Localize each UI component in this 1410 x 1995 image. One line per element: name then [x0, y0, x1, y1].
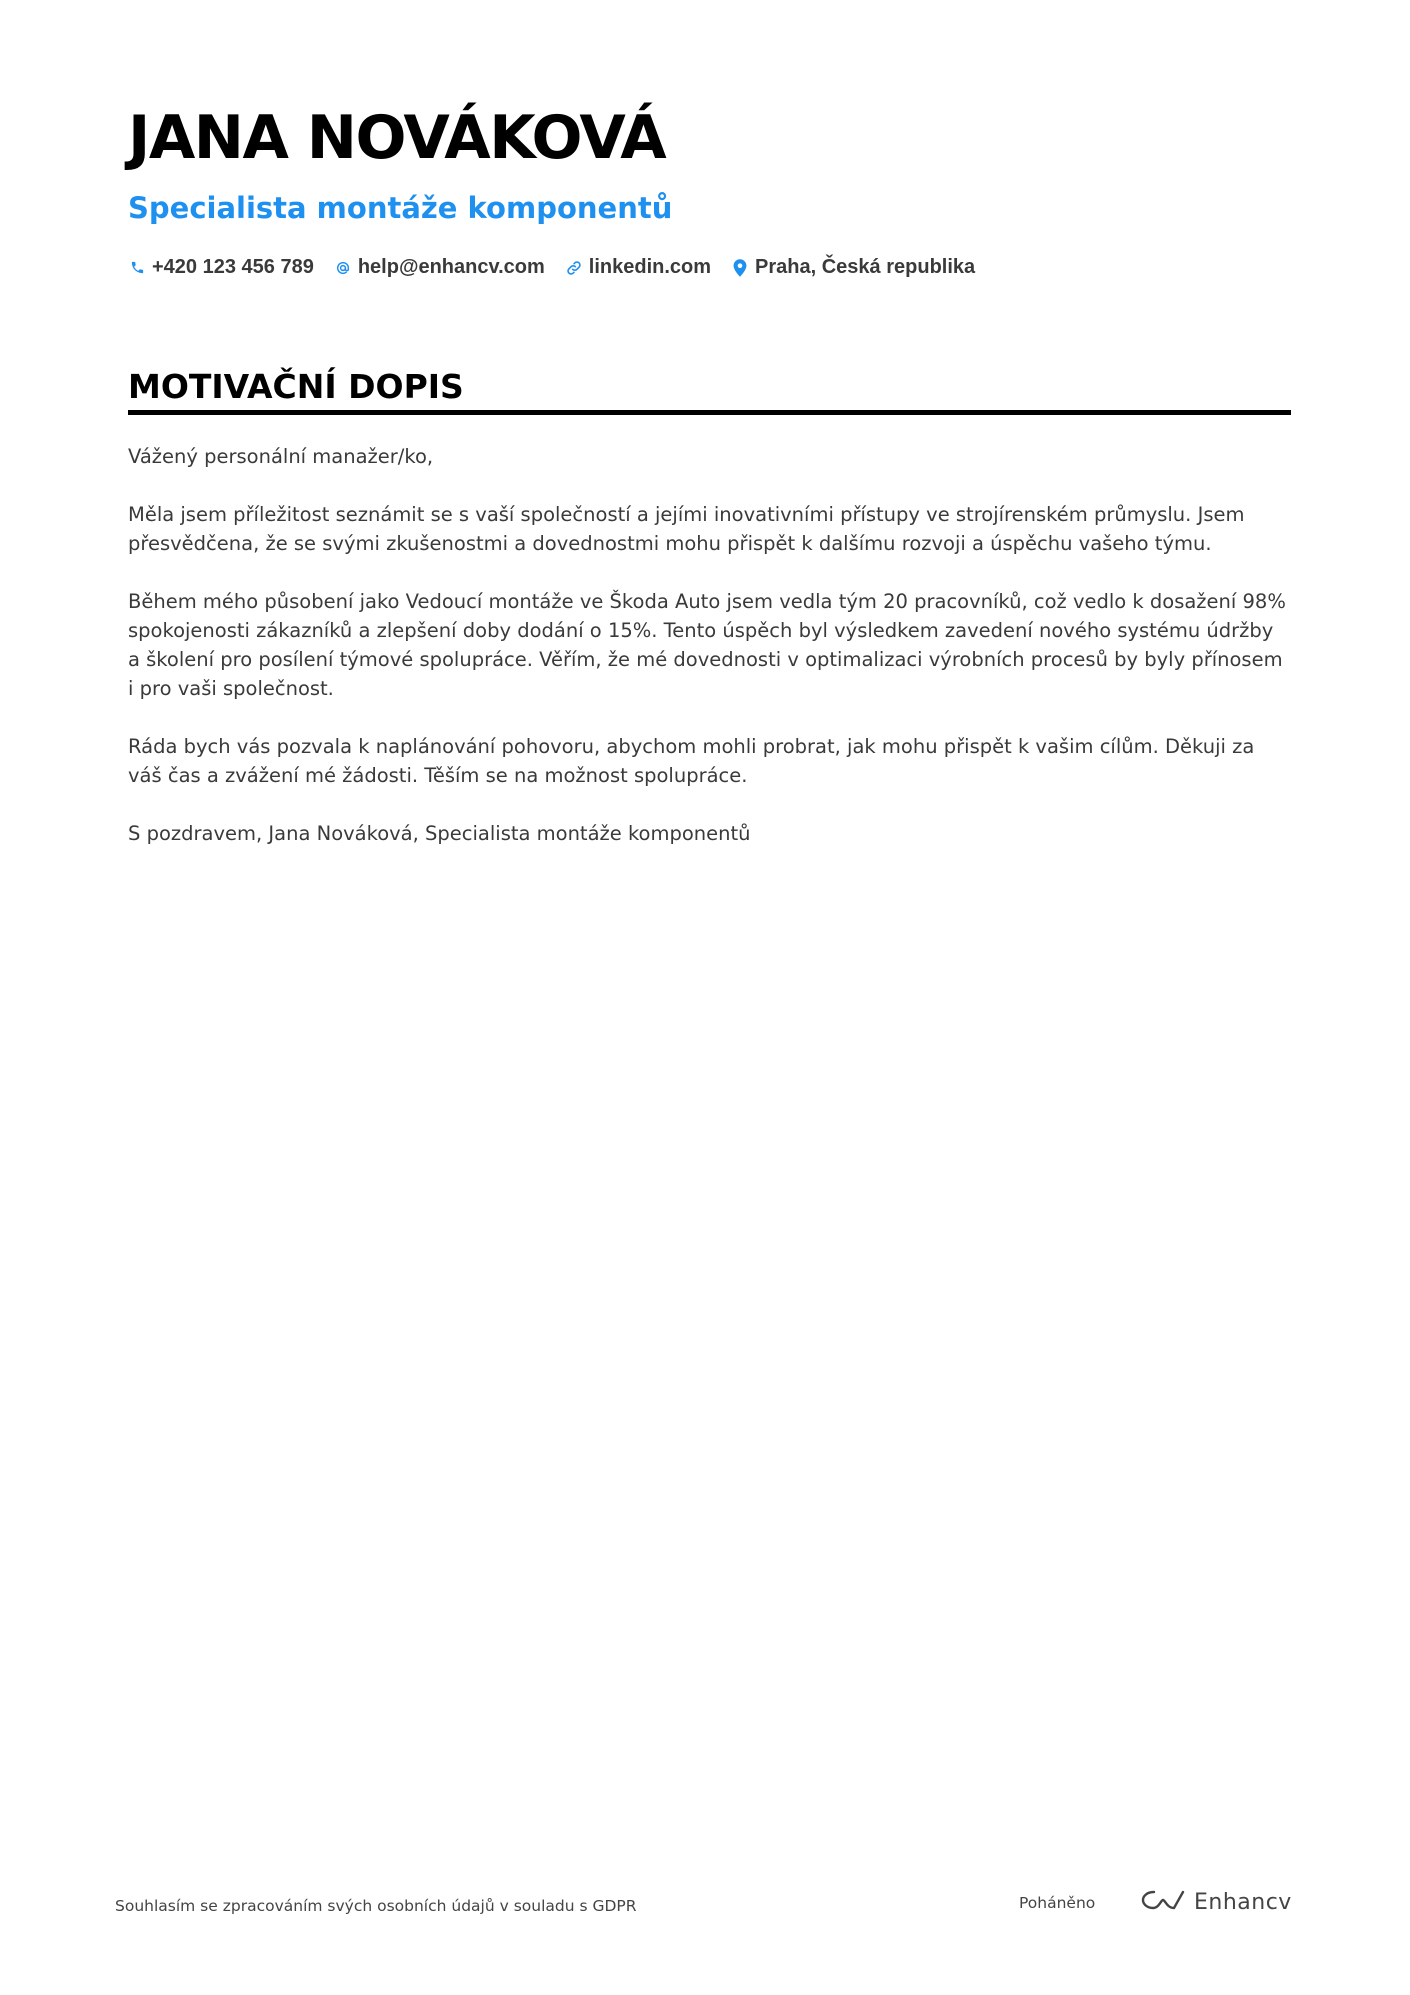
enhancv-logo-icon — [1140, 1888, 1186, 1917]
candidate-name: JANA NOVÁKOVÁ — [128, 103, 666, 173]
contact-bar — [128, 256, 995, 279]
job-title: Specialista montáže komponentů — [128, 191, 673, 225]
location-text: Praha, Česká republika — [755, 256, 976, 278]
letter-paragraph: Měla jsem příležitost seznámit se s vaší společností a jejími inovativními přístupy ve strojírenském průmyslu. Jsem přesvědčena, že se svými zkušenostmi a dovednostmi mohu přispět k dalšímu rozvoji a úspěchu vašeho týmu. — [128, 503, 1245, 555]
link-icon — [565, 259, 583, 277]
section-divider — [128, 410, 1291, 415]
location-icon — [731, 259, 749, 277]
powered-by-label: Poháněno — [1019, 1894, 1096, 1912]
at-icon — [334, 259, 352, 277]
salutation: Vážený personální manažer/ko, — [128, 445, 434, 468]
contact-linkedin[interactable] — [565, 256, 711, 279]
letter-paragraph: Ráda bych vás pozvala k naplánování pohovoru, abychom mohli probrat, jak mohu přispět k vašim cílům. Děkuji za váš čas a zvážení mé žádosti. Těším se na možnost spolupráce. — [128, 735, 1255, 787]
contact-email[interactable] — [334, 256, 545, 279]
enhancv-logo[interactable] — [1140, 1888, 1292, 1917]
phone-icon — [128, 259, 146, 277]
section-heading: MOTIVAČNÍ DOPIS — [128, 367, 464, 406]
email-text: help@enhancv.com — [357, 256, 545, 278]
closing: S pozdravem, Jana Nováková, Specialista montáže komponentů — [128, 822, 751, 845]
contact-phone — [128, 256, 314, 279]
enhancv-logo-text: Enhancv — [1194, 1890, 1292, 1915]
contact-location — [731, 256, 975, 279]
gdpr-consent: Souhlasím se zpracováním svých osobních údajů v souladu s GDPR — [115, 1897, 637, 1915]
letter-paragraph: Během mého působení jako Vedoucí montáže ve Škoda Auto jsem vedla tým 20 pracovníků, což vedlo k dosažení 98% spokojenosti zákazníků a zlepšení doby dodání o 15%. Tento úspěch byl výsledkem zavedení nového systému údržby a školení pro posílení týmové spolupráce. Věřím, že mé dovednosti v optimalizaci výrobních procesů by byly přínosem i pro vaši společnost. — [128, 590, 1286, 700]
letter-body — [128, 442, 1291, 877]
linkedin-text: linkedin.com — [588, 256, 712, 278]
phone-text: +420 123 456 789 — [152, 256, 314, 278]
